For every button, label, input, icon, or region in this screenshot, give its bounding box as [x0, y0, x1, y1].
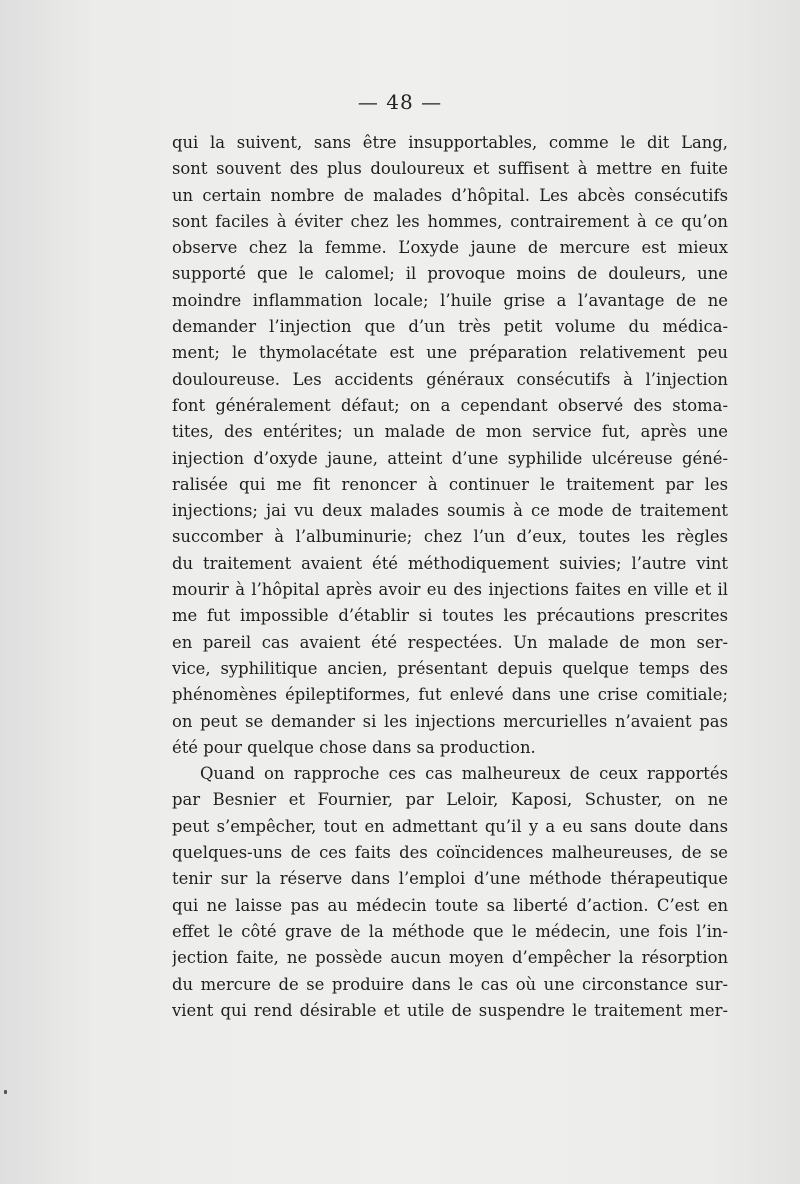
text-line: demander l’injection que d’un très petit volume du médica- — [172, 317, 728, 337]
text-line: qui ne laisse pas au médecin toute sa liberté d’action. C’est en — [172, 895, 728, 915]
text-line: tites, des entérites; un malade de mon service fut, après une — [172, 422, 728, 442]
text-line: observe chez la femme. L’oxyde jaune de mercure est mieux — [172, 238, 728, 258]
text-line: douloureuse. Les accidents généraux consécutifs à l’injection — [172, 369, 728, 389]
text-line: injections; jai vu deux malades soumis à ce mode de traitement — [172, 501, 728, 521]
text-line: sont souvent des plus douloureux et suffisent à mettre en fuite — [172, 159, 728, 179]
text-line: phénomènes épileptiformes, fut enlevé dans une crise comitiale; — [172, 685, 728, 705]
text-line: été pour quelque chose dans sa production. — [172, 737, 536, 757]
text-line: font généralement défaut; on a cependant observé des stoma- — [172, 395, 728, 415]
text-line: Quand on rapproche ces cas malheureux de ceux rapportés — [200, 764, 728, 784]
text-line: en pareil cas avaient été respectées. Un malade de mon ser- — [172, 632, 728, 652]
page-number: — 48 — — [357, 90, 443, 114]
text-line: supporté que le calomel; il provoque moins de douleurs, une — [172, 264, 728, 284]
text-line: quelques-uns de ces faits des coïncidences malheureuses, de se — [172, 843, 728, 863]
text-line: injection d’oxyde jaune, atteint d’une syphilide ulcéreuse géné- — [172, 448, 728, 468]
text-line: sont faciles à éviter chez les hommes, contrairement à ce qu’on — [172, 211, 728, 231]
paragraph-1 — [172, 130, 728, 761]
text-line: qui la suivent, sans être insupportables, comme le dit Lang, — [172, 133, 728, 152]
text-line: vient qui rend désirable et utile de suspendre le traitement mer- — [172, 1000, 728, 1020]
paragraph-2 — [172, 761, 728, 1024]
text-line: peut s’empêcher, tout en admettant qu’il y a eu sans doute dans — [172, 816, 728, 836]
text-line: vice, syphilitique ancien, présentant depuis quelque temps des — [172, 658, 728, 678]
text-line: mourir à l’hôpital après avoir eu des injections faites en ville et il — [172, 580, 728, 600]
text-line: par Besnier et Fournier, par Leloir, Kaposi, Schuster, on ne — [172, 790, 728, 810]
text-line: ralisée qui me fit renoncer à continuer le traitement par les — [172, 474, 728, 494]
text-line: tenir sur la réserve dans l’emploi d’une méthode thérapeutique — [172, 869, 728, 889]
text-line: effet le côté grave de la méthode que le médecin, une fois l’in- — [172, 921, 728, 941]
text-line: on peut se demander si les injections mercurielles n’avaient pas — [172, 711, 728, 731]
text-line: ment; le thymolacétate est une préparation relativement peu — [172, 343, 728, 363]
text-line: du traitement avaient été méthodiquement suivies; l’autre vint — [172, 553, 728, 573]
text-line: un certain nombre de malades d’hôpital. Les abcès consécutifs — [172, 185, 728, 205]
text-line: du mercure de se produire dans le cas où une circonstance sur- — [172, 974, 728, 994]
body-text — [172, 130, 728, 1024]
text-line: me fut impossible d’établir si toutes les précautions prescrites — [172, 606, 728, 626]
scan-speck — [4, 1090, 7, 1094]
text-line: succomber à l’albuminurie; chez l’un d’eux, toutes les règles — [172, 527, 728, 547]
text-line: jection faite, ne possède aucun moyen d’empêcher la résorption — [172, 948, 728, 968]
text-line: moindre inflammation locale; l’huile grise a l’avantage de ne — [172, 290, 728, 310]
